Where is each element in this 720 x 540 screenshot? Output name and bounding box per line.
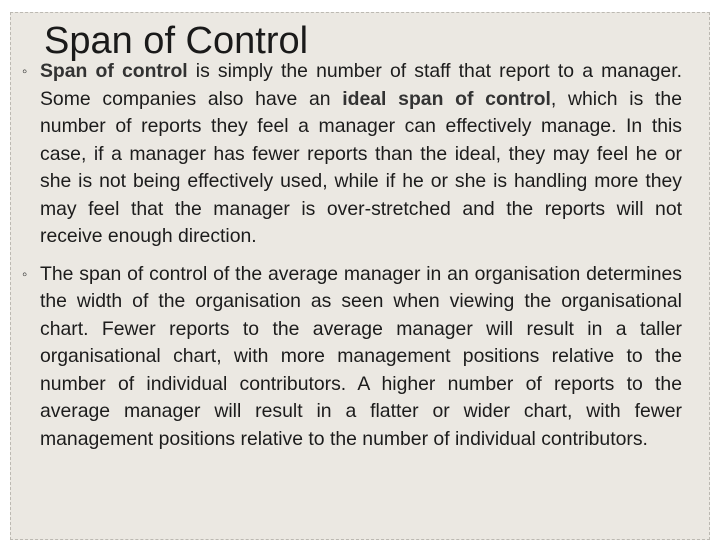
paragraph-text: The span of control of the average manager in an organisation determines the width of the organisation as seen when viewing the organisational chart. Fewer reports to the average manager will result in a taller organisational chart, with more management positions relative to the number of individual contributors. A higher number of reports to the average manager will result in a flatter or wider chart, with fewer management positions relative to the number of individual contributors. [40,262,682,450]
paragraph-text: , which is the number of reports they feel a manager can effectively manage. In this case, if a manager has fewer reports than the ideal, they may feel he or she is not being effectively used, while if he or she is handling more they may feel that the manager is over-stretched and the reports will not receive enough direction. [40,87,682,247]
term-ideal-span-of-control: ideal span of control [342,87,551,110]
term-span-of-control: Span of control [40,60,188,82]
slide-title: Span of Control [44,20,309,62]
paragraph-text: is simply the number of staff that report to a manager. Some companies also have an [40,60,682,110]
bullet-icon: ◦ [22,265,28,283]
bullet-icon: ◦ [22,63,28,80]
paragraph-span-of-control-definition [22,58,682,251]
slide-content [0,58,720,463]
paragraph-organisation-width [22,261,682,454]
